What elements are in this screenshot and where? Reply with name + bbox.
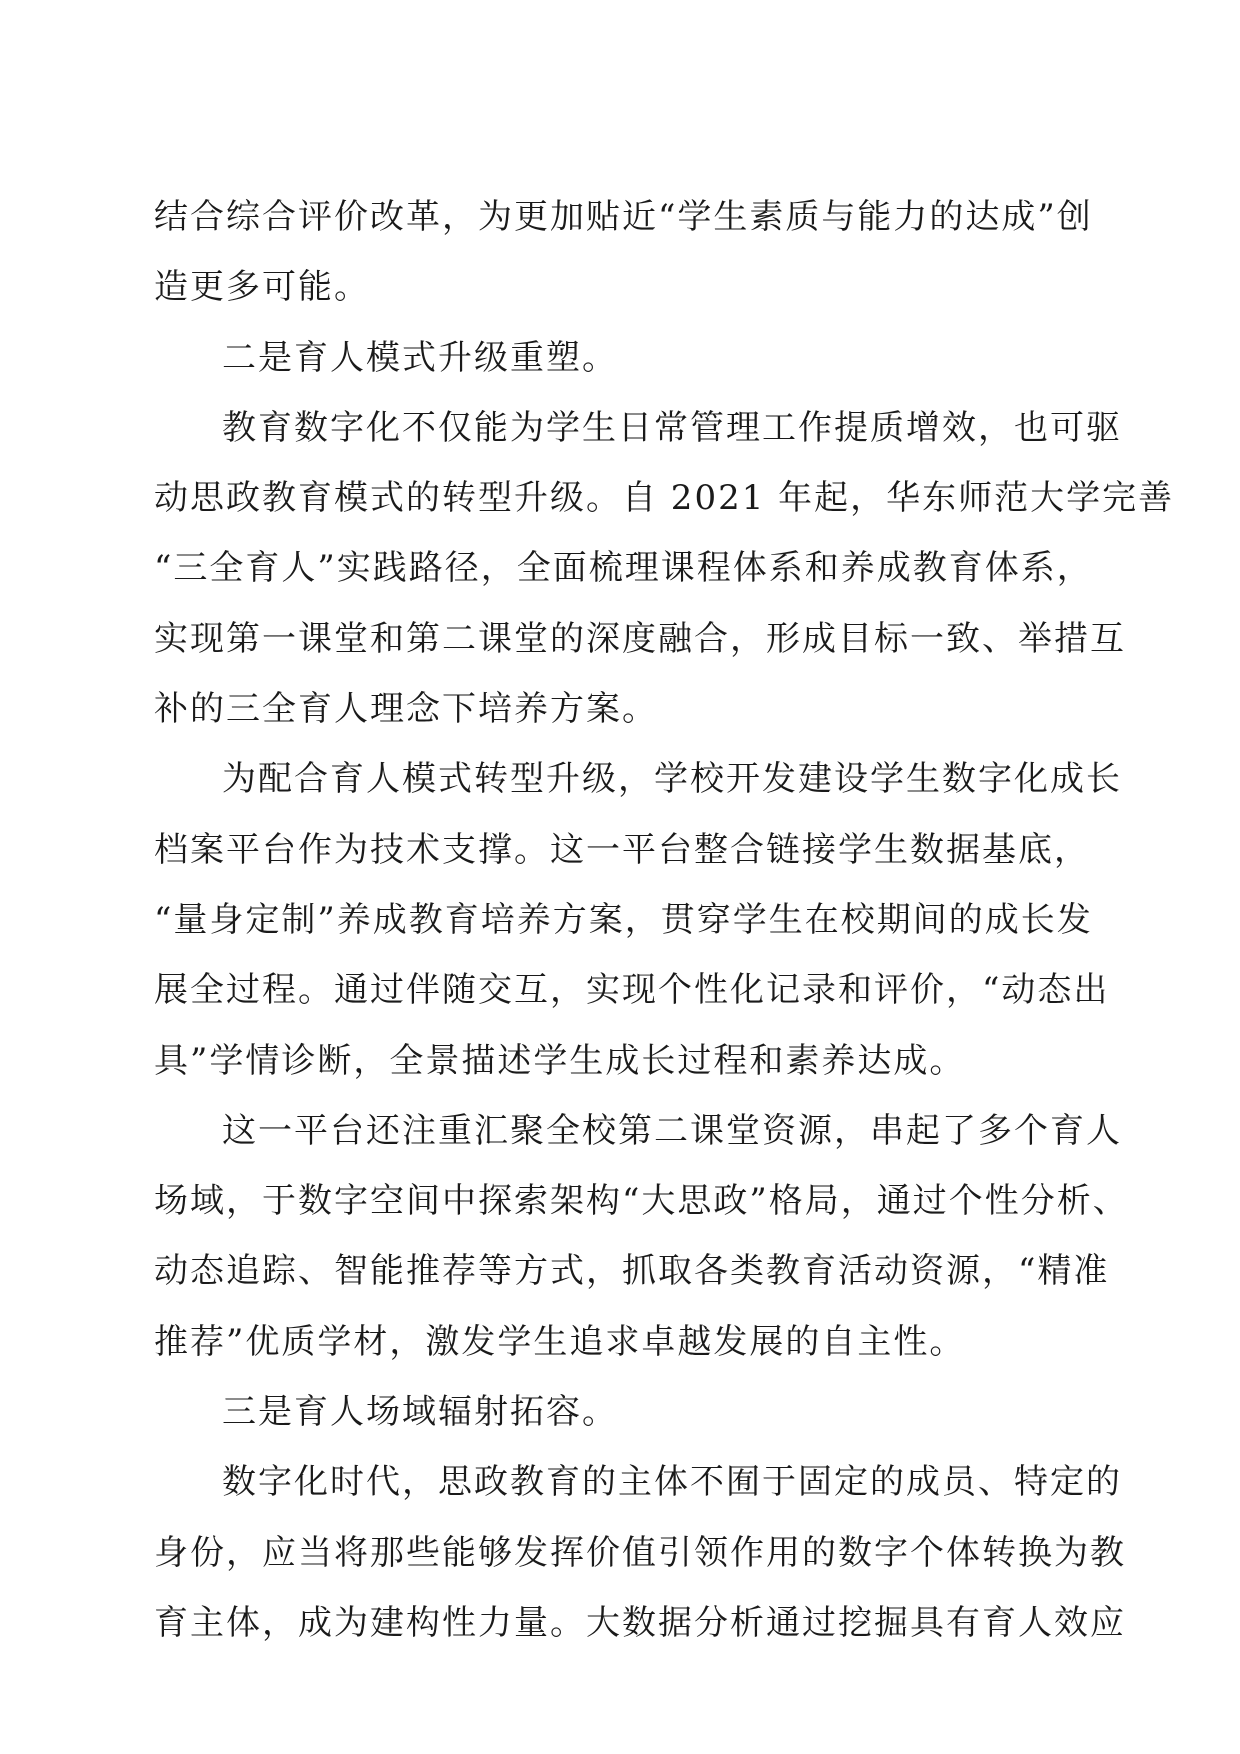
body-text bbox=[154, 182, 1175, 1658]
text-line: 教育数字化不仅能为学生日常管理工作提质增效，也可驱 bbox=[222, 407, 1122, 448]
text-line: 推荐”优质学材，激发学生追求卓越发展的自主性。 bbox=[154, 1321, 966, 1362]
text-line: 动态追踪、智能推荐等方式，抓取各类教育活动资源，“精准 bbox=[154, 1251, 1110, 1292]
text-line: 这一平台还注重汇聚全校第二课堂资源，串起了多个育人 bbox=[222, 1110, 1122, 1151]
text-line: 造更多可能。 bbox=[154, 267, 370, 308]
text-line: 实现第一课堂和第二课堂的深度融合，形成目标一致、举措互 bbox=[154, 618, 1126, 659]
text-line: 动思政教育模式的转型升级。自 2021 年起，华东师范大学完善 bbox=[154, 478, 1175, 519]
text-line: 具”学情诊断，全景描述学生成长过程和素养达成。 bbox=[154, 1040, 966, 1081]
text-line: 档案平台作为技术支撑。这一平台整合链接学生数据基底， bbox=[154, 829, 1090, 870]
text-line: 为配合育人模式转型升级，学校开发建设学生数字化成长 bbox=[222, 759, 1122, 800]
text-line: 数字化时代，思政教育的主体不囿于固定的成员、特定的 bbox=[222, 1462, 1122, 1503]
text-line: “量身定制”养成教育培养方案，贯穿学生在校期间的成长发 bbox=[154, 899, 1093, 940]
text-line: 场域，于数字空间中探索架构“大思政”格局，通过个性分析、 bbox=[154, 1181, 1129, 1222]
text-line: 补的三全育人理念下培养方案。 bbox=[154, 689, 658, 730]
text-line: “三全育人”实践路径，全面梳理课程体系和养成教育体系， bbox=[154, 548, 1093, 589]
text-line: 育主体，成为建构性力量。大数据分析通过挖掘具有育人效应 bbox=[154, 1602, 1126, 1643]
text-line: 展全过程。通过伴随交互，实现个性化记录和评价，“动态出 bbox=[154, 970, 1110, 1011]
section-heading: 二是育人模式升级重塑。 bbox=[222, 337, 618, 378]
text-line: 结合综合评价改革，为更加贴近“学生素质与能力的达成”创 bbox=[154, 197, 1093, 237]
section-heading: 三是育人场域辐射拓容。 bbox=[222, 1392, 618, 1433]
text-line: 身份，应当将那些能够发挥价值引领作用的数字个体转换为教 bbox=[154, 1532, 1126, 1573]
